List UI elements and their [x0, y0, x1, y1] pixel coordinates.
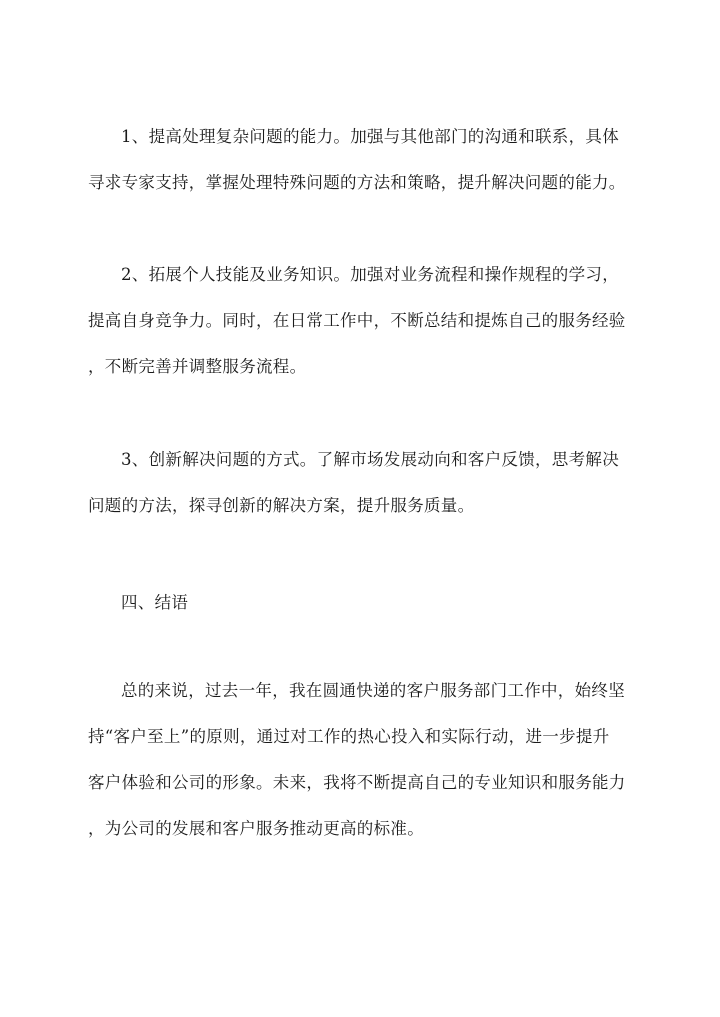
paragraph-line: 寻求专家支持，掌握处理特殊问题的方法和策略，提升解决问题的能力。 — [88, 173, 626, 192]
paragraph-line: 3、创新解决问题的方式。了解市场发展动向和客户反馈，思考解决 — [121, 450, 619, 469]
paragraph-line: 提高自身竞争力。同时，在日常工作中，不断总结和提炼自己的服务经验 — [88, 311, 626, 330]
paragraph-expand-skills — [88, 252, 648, 390]
paragraph-line: 客户体验和公司的形象。未来，我将不断提高自己的专业知识和服务能力 — [88, 773, 626, 792]
paragraph-innovate-methods — [88, 437, 648, 529]
paragraph-improve-problem-solving — [88, 114, 648, 206]
section-heading-text: 四、结语 — [121, 593, 189, 612]
paragraph-line: 持“客户至上”的原则，通过对工作的热心投入和实际行动，进一步提升 — [88, 727, 610, 746]
section-heading-conclusion — [88, 580, 648, 626]
paragraph-line: 总的来说，过去一年，我在圆通快递的客户服务部门工作中，始终坚 — [121, 681, 625, 700]
paragraph-conclusion — [88, 668, 648, 852]
paragraph-line: ，不断完善并调整服务流程。 — [88, 357, 307, 376]
paragraph-line: ，为公司的发展和客户服务推动更高的标准。 — [88, 819, 424, 838]
paragraph-line: 1、提高处理复杂问题的能力。加强与其他部门的沟通和联系，具体 — [121, 127, 619, 146]
paragraph-line: 问题的方法，探寻创新的解决方案，提升服务质量。 — [88, 496, 475, 515]
paragraph-line: 2、拓展个人技能及业务知识。加强对业务流程和操作规程的学习， — [121, 265, 619, 284]
